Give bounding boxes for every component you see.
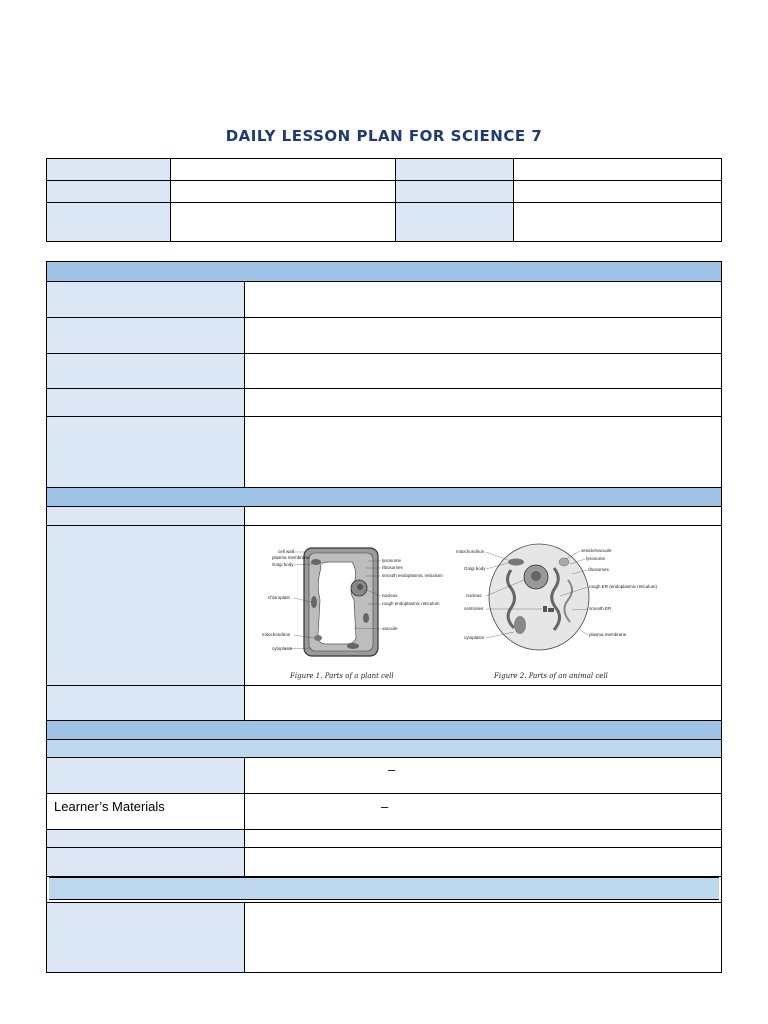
mitochondrion-shape — [514, 616, 526, 634]
table-row — [47, 686, 721, 721]
chloroplast-shape — [311, 596, 317, 608]
svg-text:smooth ER: smooth ER — [589, 606, 612, 611]
section-header-procedures — [49, 877, 719, 900]
table-row — [47, 830, 721, 848]
header-value-cell — [514, 181, 721, 203]
svg-text:ribosomes: ribosomes — [382, 565, 403, 570]
mitochondrion-shape — [314, 635, 322, 641]
svg-text:plasma membrane: plasma membrane — [272, 555, 310, 560]
header-label-cell — [396, 181, 514, 203]
svg-text:vesicle/vacuole: vesicle/vacuole — [581, 548, 612, 553]
row-label-cell — [47, 758, 245, 793]
header-label-cell — [47, 203, 171, 241]
row-label-cell — [47, 417, 245, 487]
svg-text:lysosome: lysosome — [586, 556, 606, 561]
chloroplast-shape — [363, 613, 369, 623]
svg-text:plasma membrane: plasma membrane — [589, 632, 627, 637]
table-row — [47, 389, 721, 417]
header-table — [46, 158, 722, 242]
vesicle-shape — [559, 558, 569, 566]
table-row — [47, 902, 721, 972]
section-header-resources — [47, 721, 721, 740]
header-value-cell — [171, 181, 396, 203]
animal-cell-caption: Figure 2. Parts of an animal cell — [494, 672, 608, 680]
svg-text:smooth endoplasmic reticulum: smooth endoplasmic reticulum — [382, 573, 443, 578]
row-label-cell — [47, 354, 245, 388]
svg-text:rough ER (endoplasmic reticulu: rough ER (endoplasmic reticulum) — [589, 584, 658, 589]
svg-text:nucleus: nucleus — [466, 593, 482, 598]
header-value-cell — [171, 203, 396, 241]
table-row — [47, 318, 721, 354]
row-label-cell — [47, 903, 245, 972]
svg-text:Golgi body: Golgi body — [464, 566, 486, 571]
svg-text:cytoplasm: cytoplasm — [464, 635, 485, 640]
header-value-cell — [171, 159, 396, 181]
row-label-cell — [47, 318, 245, 353]
nucleolus-shape — [531, 571, 541, 581]
svg-text:cytoplasm: cytoplasm — [272, 646, 293, 651]
vacuole-shape — [318, 562, 356, 644]
svg-text:ribosomes: ribosomes — [588, 567, 609, 572]
document-title: DAILY LESSON PLAN FOR SCIENCE 7 — [225, 127, 543, 145]
header-label-cell — [47, 181, 171, 203]
table-row — [47, 758, 721, 794]
table-row — [47, 354, 721, 389]
centriole-shape — [543, 606, 547, 612]
dash-text: – — [381, 799, 389, 814]
header-label-cell — [47, 159, 171, 181]
plant-cell-caption: Figure 1. Parts of a plant cell — [290, 672, 394, 680]
header-label-cell — [396, 159, 514, 181]
table-row — [47, 417, 721, 488]
golgi-shape — [508, 559, 524, 566]
svg-text:centrioles: centrioles — [464, 606, 484, 611]
section-header-content — [47, 488, 721, 507]
learners-materials-label: Learner’s Materials — [54, 799, 165, 814]
svg-text:Golgi body: Golgi body — [272, 562, 294, 567]
plant-cell-figure — [258, 540, 443, 685]
svg-text:cell wall: cell wall — [278, 549, 294, 554]
row-label-cell — [47, 389, 245, 416]
dash-text: – — [388, 762, 396, 777]
svg-text:mitochondrion: mitochondrion — [456, 549, 485, 554]
row-label-cell — [47, 507, 245, 525]
table-row — [47, 507, 721, 526]
svg-text:vacuole: vacuole — [382, 626, 398, 631]
centriole-shape — [548, 608, 554, 612]
header-value-cell — [514, 203, 721, 241]
chloroplast-shape — [311, 559, 321, 565]
row-label-cell — [47, 686, 245, 720]
row-label-cell — [47, 282, 245, 317]
svg-text:lysosome: lysosome — [382, 558, 402, 563]
row-label-cell — [47, 526, 245, 685]
svg-text:rough endoplasmic reticulum: rough endoplasmic reticulum — [382, 601, 440, 606]
header-value-cell — [514, 159, 721, 181]
table-row — [47, 282, 721, 318]
animal-cell-figure — [456, 540, 658, 685]
sub-header-references — [47, 740, 721, 758]
row-label-cell — [47, 830, 245, 847]
header-label-cell — [396, 203, 514, 241]
svg-text:chloroplast: chloroplast — [268, 595, 290, 600]
table-row — [47, 848, 721, 877]
row-label-cell — [47, 848, 245, 876]
nucleolus-shape — [357, 584, 363, 590]
svg-text:mitochondrion: mitochondrion — [262, 632, 291, 637]
chloroplast-shape — [347, 643, 359, 649]
section-header-objectives — [47, 262, 721, 282]
svg-text:nucleus: nucleus — [382, 593, 398, 598]
